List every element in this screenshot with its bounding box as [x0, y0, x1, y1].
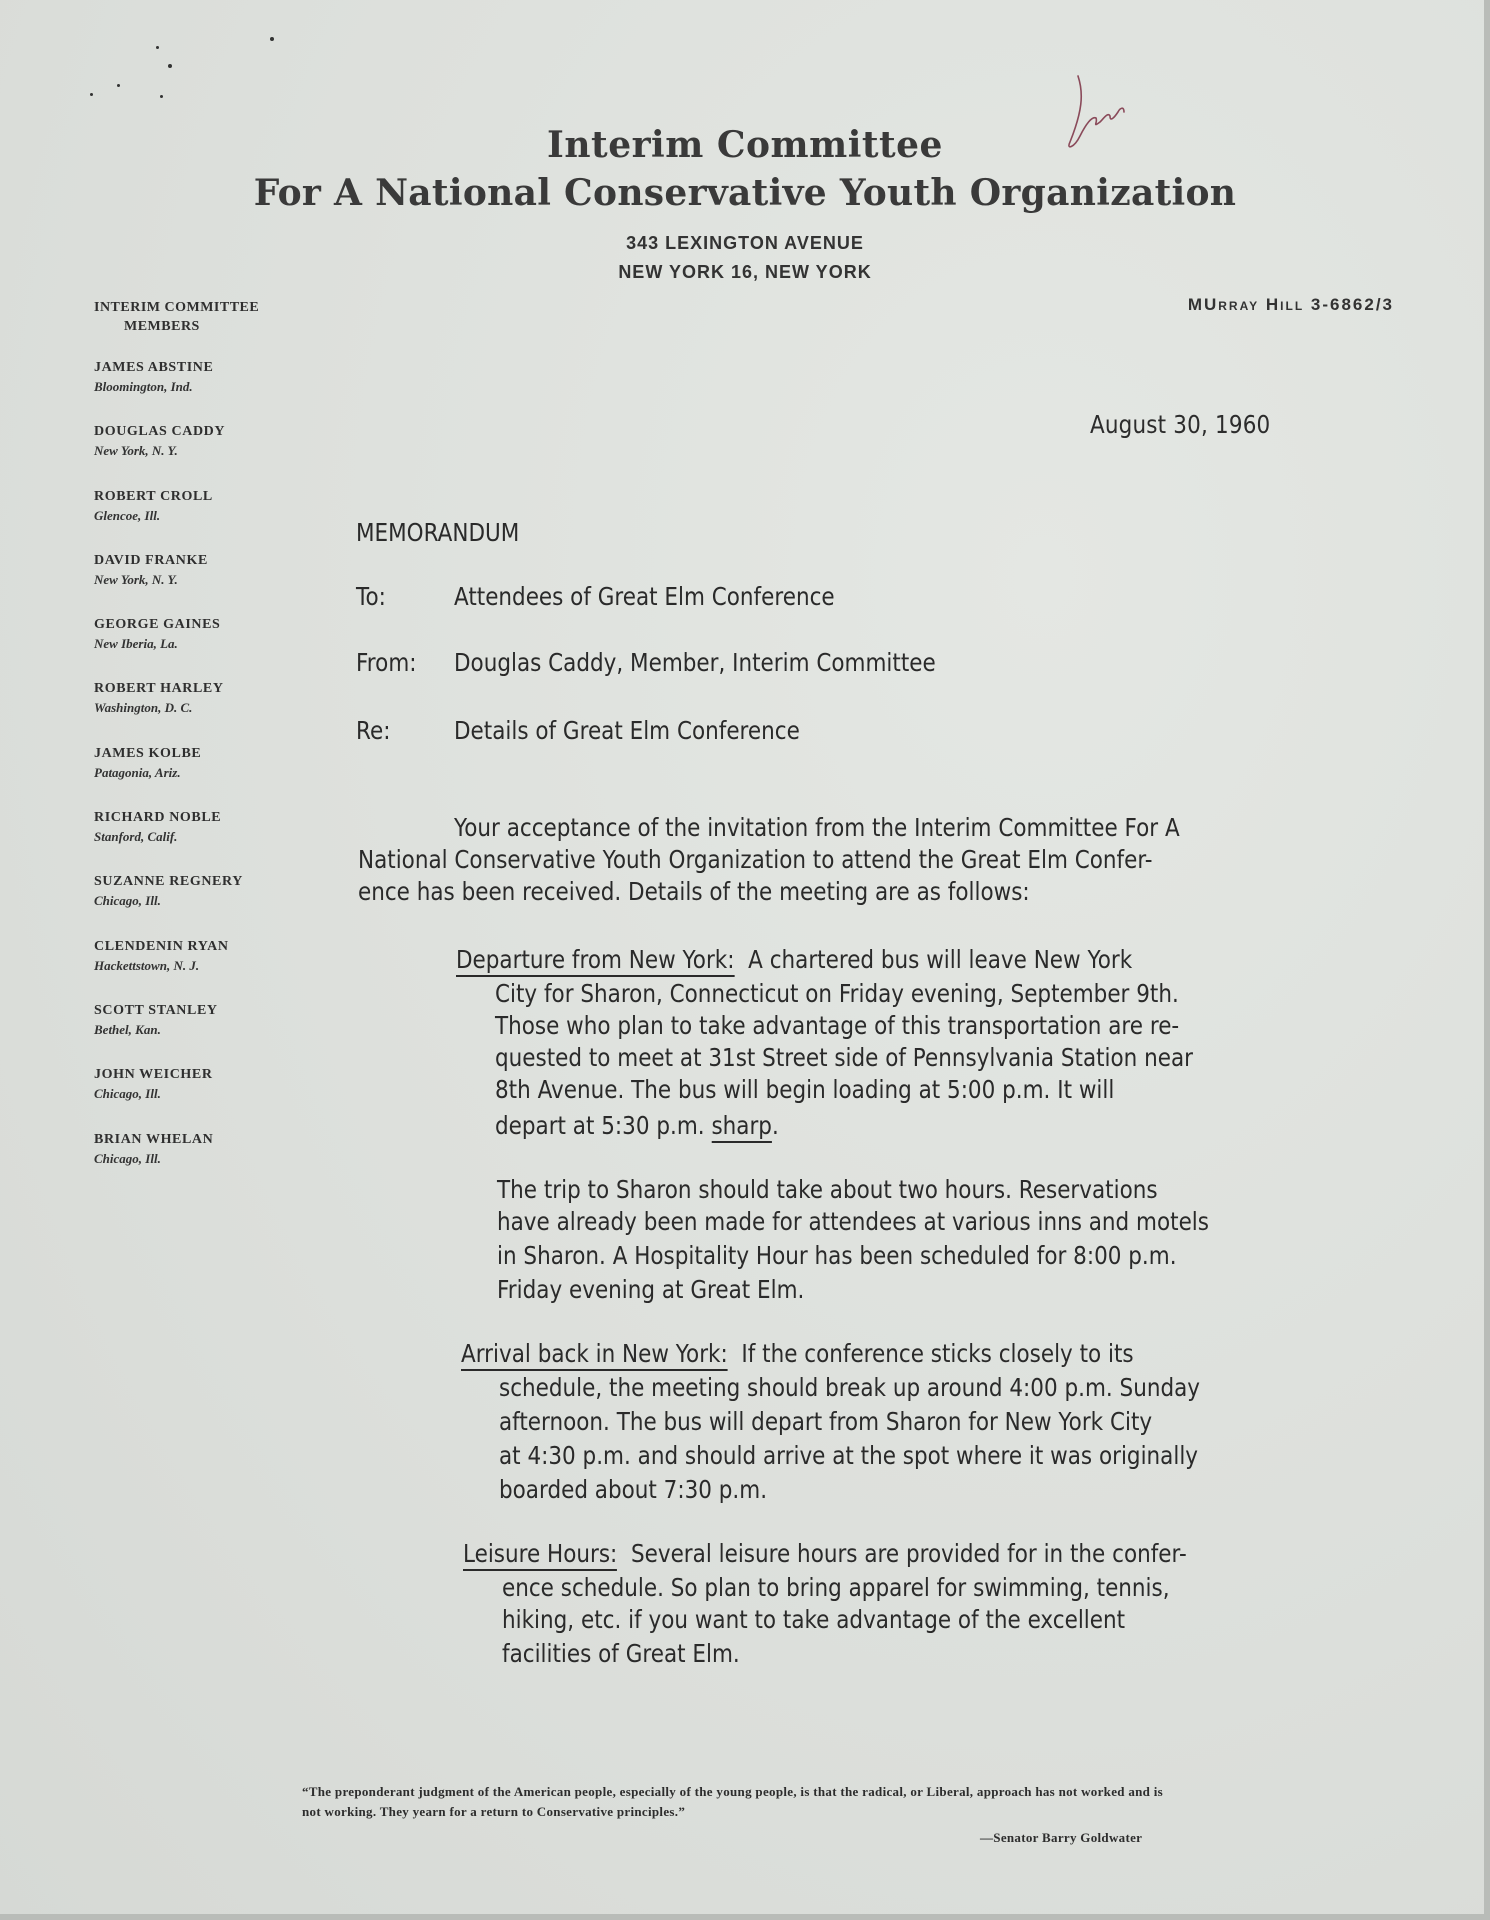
departure-first-line-text: A chartered bus will leave New York — [748, 945, 1133, 974]
memo-date: August 30, 1960 — [1090, 410, 1271, 439]
arrival-first-line-text: If the conference sticks closely to its — [741, 1339, 1134, 1368]
departure-first-line — [456, 944, 1132, 976]
paper-speck — [270, 37, 274, 41]
sidebar-heading-line1: INTERIM COMMITTEE — [94, 300, 260, 315]
leisure-line: ence schedule. So plan to bring apparel for swimming, tennis, — [502, 1573, 1170, 1602]
member-name: RICHARD NOBLE — [94, 810, 222, 826]
member-name: ROBERT HARLEY — [94, 681, 224, 697]
letterhead-subtitle: For A National Conservative Youth Organization — [253, 172, 1237, 214]
member-entry — [94, 615, 294, 679]
member-city: New York, N. Y. — [94, 443, 178, 459]
leisure-line: facilities of Great Elm. — [502, 1639, 740, 1668]
intro-line: ence has been received. Details of the meeting are as follows: — [358, 877, 1030, 906]
departure-line: City for Sharon, Connecticut on Friday evening, September 9th. — [495, 979, 1179, 1008]
trip-line: The trip to Sharon should take about two hours. Reservations — [497, 1175, 1158, 1204]
member-city: Chicago, Ill. — [94, 1150, 161, 1166]
memo-re-label: Re: — [356, 716, 391, 745]
member-entry — [94, 358, 294, 422]
letterhead-phone: MUrray Hill 3-6862/3 — [1187, 295, 1394, 314]
memo-from-label: From: — [356, 648, 417, 677]
member-city: Stanford, Calif. — [94, 829, 178, 845]
scan-edge-bottom — [0, 1914, 1490, 1920]
member-name: BRIAN WHELAN — [94, 1131, 214, 1147]
trip-line: Friday evening at Great Elm. — [497, 1275, 805, 1304]
member-name: DOUGLAS CADDY — [94, 424, 226, 440]
member-entry — [94, 1065, 294, 1129]
arrival-first-line — [461, 1338, 1134, 1370]
leisure-first-line-text: Several leisure hours are provided for in the confer- — [630, 1539, 1187, 1568]
member-city: Washington, D. C. — [94, 700, 193, 716]
emphasis-sharp: sharp — [711, 1111, 771, 1143]
letterhead-title: Interim Committee — [547, 124, 943, 166]
departure-last-line-text: depart at 5:30 p.m. — [495, 1111, 705, 1140]
member-entry — [94, 872, 294, 936]
member-entry — [94, 1001, 294, 1065]
member-entry — [94, 1130, 294, 1194]
leisure-first-line — [463, 1538, 1187, 1570]
paper-speck — [117, 84, 120, 87]
member-entry — [94, 551, 294, 615]
arrival-line: schedule, the meeting should break up around 4:00 p.m. Sunday — [499, 1373, 1201, 1402]
paper-speck — [90, 93, 93, 96]
member-name: ROBERT CROLL — [94, 488, 213, 504]
member-entry — [94, 679, 294, 743]
member-city: Bethel, Kan. — [94, 1021, 161, 1037]
memo-to-value: Attendees of Great Elm Conference — [454, 582, 835, 611]
committee-members-sidebar — [94, 298, 294, 1194]
member-name: SUZANNE REGNERY — [94, 874, 243, 890]
departure-line: 8th Avenue. The bus will begin loading at 5:00 p.m. It will — [495, 1075, 1115, 1104]
member-name: DAVID FRANKE — [94, 552, 208, 568]
departure-last-line-period: . — [771, 1111, 779, 1140]
arrival-line: at 4:30 p.m. and should arrive at the spot where it was originally — [499, 1441, 1199, 1470]
member-entry — [94, 808, 294, 872]
member-name: JAMES ABSTINE — [94, 360, 214, 375]
intro-line: Your acceptance of the invitation from the Interim Committee For A — [454, 813, 1180, 842]
scan-edge-right — [1484, 0, 1490, 1920]
memo-from-value: Douglas Caddy, Member, Interim Committee — [454, 648, 936, 677]
member-entry — [94, 937, 294, 1001]
member-city: Chicago, Ill. — [94, 893, 161, 909]
member-city: Hackettstown, N. J. — [94, 957, 200, 973]
sidebar-heading-line2: MEMBERS — [124, 319, 200, 334]
member-entry — [94, 422, 294, 486]
memo-re-value: Details of Great Elm Conference — [454, 716, 800, 745]
member-name: SCOTT STANLEY — [94, 1002, 218, 1018]
arrival-line: boarded about 7:30 p.m. — [499, 1475, 768, 1504]
member-name: GEORGE GAINES — [94, 617, 221, 633]
departure-line: quested to meet at 31st Street side of Pennsylvania Station near — [495, 1043, 1194, 1072]
member-city: Chicago, Ill. — [94, 1086, 161, 1102]
paper-speck — [160, 95, 163, 98]
intro-line: National Conservative Youth Organization to attend the Great Elm Confer- — [358, 845, 1153, 874]
leisure-heading: Leisure Hours: — [463, 1539, 617, 1571]
paper-speck — [168, 64, 172, 68]
leisure-line: hiking, etc. if you want to take advantage of the excellent — [502, 1605, 1126, 1634]
sidebar-heading — [94, 298, 294, 336]
trip-line: have already been made for attendees at various inns and motels — [497, 1207, 1209, 1236]
memo-heading: MEMORANDUM — [356, 518, 520, 547]
member-name: CLENDENIN RYAN — [94, 938, 229, 954]
departure-line: Those who plan to take advantage of this transportation are re- — [495, 1011, 1180, 1040]
member-city: New Iberia, La. — [94, 636, 178, 652]
departure-last-line — [495, 1110, 779, 1142]
quote-attribution: —Senator Barry Goldwater — [980, 1830, 1143, 1845]
member-entry — [94, 744, 294, 808]
trip-line: in Sharon. A Hospitality Hour has been scheduled for 8:00 p.m. — [497, 1241, 1177, 1270]
paper-speck — [156, 46, 159, 49]
memo-to-label: To: — [356, 582, 386, 611]
goldwater-quote: “The preponderant judgment of the American people, especially of the young people, is that the radical, or Liberal, approach has not worked and is not working. They yearn for a return to Conservative principles.” — [302, 1784, 1164, 1819]
letterhead-address-street: 343 LEXINGTON AVENUE — [626, 233, 864, 253]
member-name: JAMES KOLBE — [94, 745, 202, 761]
departure-heading: Departure from New York: — [456, 945, 734, 977]
member-city: Glencoe, Ill. — [94, 507, 161, 523]
arrival-line: afternoon. The bus will depart from Sharon for New York City — [499, 1407, 1153, 1436]
member-city: Patagonia, Ariz. — [94, 764, 181, 780]
letterhead-address-city: NEW YORK 16, NEW YORK — [618, 262, 872, 282]
member-city: Bloomington, Ind. — [94, 379, 193, 394]
member-name: JOHN WEICHER — [94, 1067, 213, 1083]
member-entry — [94, 487, 294, 551]
member-city: New York, N. Y. — [94, 571, 178, 587]
arrival-heading: Arrival back in New York: — [461, 1339, 728, 1371]
